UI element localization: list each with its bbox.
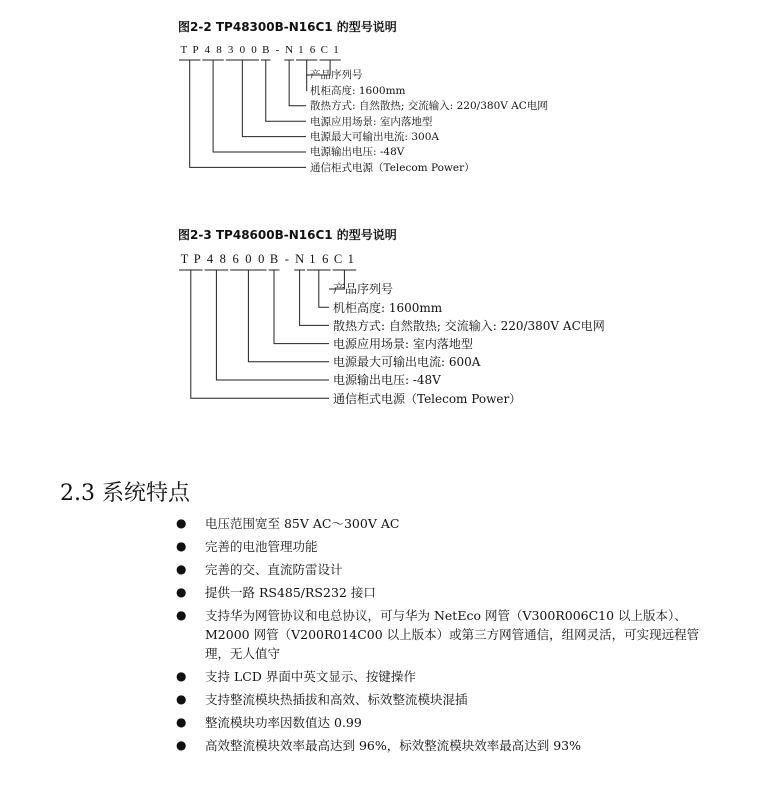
model-char: 4 [206, 252, 214, 266]
model-char: 6 [309, 44, 316, 56]
model-char: B [269, 252, 279, 266]
feature-item [176, 667, 716, 686]
bullet-icon: ● [176, 738, 187, 752]
feature-item [176, 514, 716, 533]
model-char: 0 [245, 252, 252, 266]
model-field-label: 机柜高度: 1600mm [333, 300, 443, 315]
model-char: P [193, 252, 201, 266]
bullet-icon: ● [176, 608, 187, 622]
model-char: 6 [322, 252, 329, 266]
model-field-label: 通信柜式电源（Telecom Power） [310, 161, 475, 174]
figure-2-3-caption: 图2-3 TP48600B-N16C1 的型号说明 [178, 228, 397, 242]
leader-line [248, 270, 329, 362]
model-char: N [285, 44, 294, 56]
feature-item [176, 606, 716, 663]
bullet-icon: ● [176, 516, 187, 530]
model-char: 3 [227, 44, 234, 56]
model-field-label: 电源最大可输出电流: 300A [310, 131, 439, 144]
model-char: - [284, 252, 289, 266]
section-title: 2.3 系统特点 [60, 481, 190, 506]
feature-item [176, 736, 716, 755]
model-char: 0 [239, 44, 246, 56]
bullet-icon: ● [176, 539, 187, 553]
model-field-label: 电源输出电压: -48V [310, 146, 405, 159]
model-char: 1 [309, 252, 316, 266]
bullet-icon: ● [176, 692, 187, 706]
feature-text: 整流模块功率因数值达 0.99 [205, 715, 362, 730]
feature-text: 完善的交、直流防雷设计 [205, 562, 343, 577]
model-char: C [333, 252, 343, 266]
feature-text: 支持 LCD 界面中英文显示、按键操作 [205, 669, 416, 684]
bullet-icon: ● [176, 715, 187, 729]
feature-text: 电压范围宽至 85V AC～300V AC [205, 516, 400, 531]
model-field-label: 机柜高度: 1600mm [310, 84, 406, 97]
model-char: 1 [333, 44, 339, 56]
feature-text: 高效整流模块效率最高达到 96%，标效整流模块效率最高达到 93% [205, 738, 582, 753]
feature-text: 提供一路 RS485/RS232 接口 [205, 585, 376, 600]
model-field-label: 产品序列号 [310, 69, 363, 82]
model-char: 0 [251, 44, 257, 56]
leader-line [319, 270, 329, 307]
model-field-label: 散热方式: 自然散热; 交流输入: 220/380V AC电网 [310, 100, 548, 113]
model-char: 1 [347, 252, 354, 266]
model-char: 0 [258, 252, 265, 266]
model-char: N [295, 252, 305, 266]
model-char: C [320, 44, 328, 56]
model-char: 8 [216, 44, 222, 56]
model-char: 8 [219, 252, 226, 266]
model-field-label: 电源最大可输出电流: 600A [333, 355, 481, 370]
model-field-label: 通信柜式电源（Telecom Power） [333, 391, 522, 406]
model-field-label: 电源输出电压: -48V [333, 373, 441, 388]
feature-text: 支持整流模块热插拔和高效、标效整流模块混插 [205, 692, 468, 707]
model-char: 6 [232, 252, 239, 266]
model-char: B [262, 44, 270, 56]
feature-item [176, 560, 716, 579]
leader-line [191, 270, 329, 398]
feature-item [176, 583, 716, 602]
model-char: - [275, 44, 280, 56]
feature-text: 完善的电池管理功能 [205, 539, 318, 554]
model-field-label: 电源应用场景: 室内落地型 [310, 115, 433, 128]
leader-line [300, 270, 329, 325]
figure-2-2-caption: 图2-2 TP48300B-N16C1 的型号说明 [178, 20, 397, 34]
model-field-label: 产品序列号 [333, 282, 394, 297]
feature-item [176, 690, 716, 709]
feature-item [176, 537, 716, 556]
bullet-icon: ● [176, 669, 187, 683]
model-char: T [180, 252, 189, 266]
bullet-icon: ● [176, 562, 187, 576]
model-char: 4 [204, 44, 210, 56]
model-char: P [192, 44, 199, 56]
feature-item [176, 713, 716, 732]
model-char: T [180, 44, 188, 56]
feature-list [176, 514, 716, 759]
model-char: 1 [298, 44, 304, 56]
bullet-icon: ● [176, 585, 187, 599]
model-field-label: 电源应用场景: 室内落地型 [333, 336, 473, 351]
model-field-label: 散热方式: 自然散热; 交流输入: 220/380V AC电网 [333, 318, 605, 333]
feature-text: 支持华为网管协议和电总协议，可与华为 NetEco 网管（V300R006C10 以上版本）、M2000 网管（V200R014C00 以上版本）或第三方网管通信，组网灵活，可实现远程管理，无人值守 [205, 608, 700, 661]
